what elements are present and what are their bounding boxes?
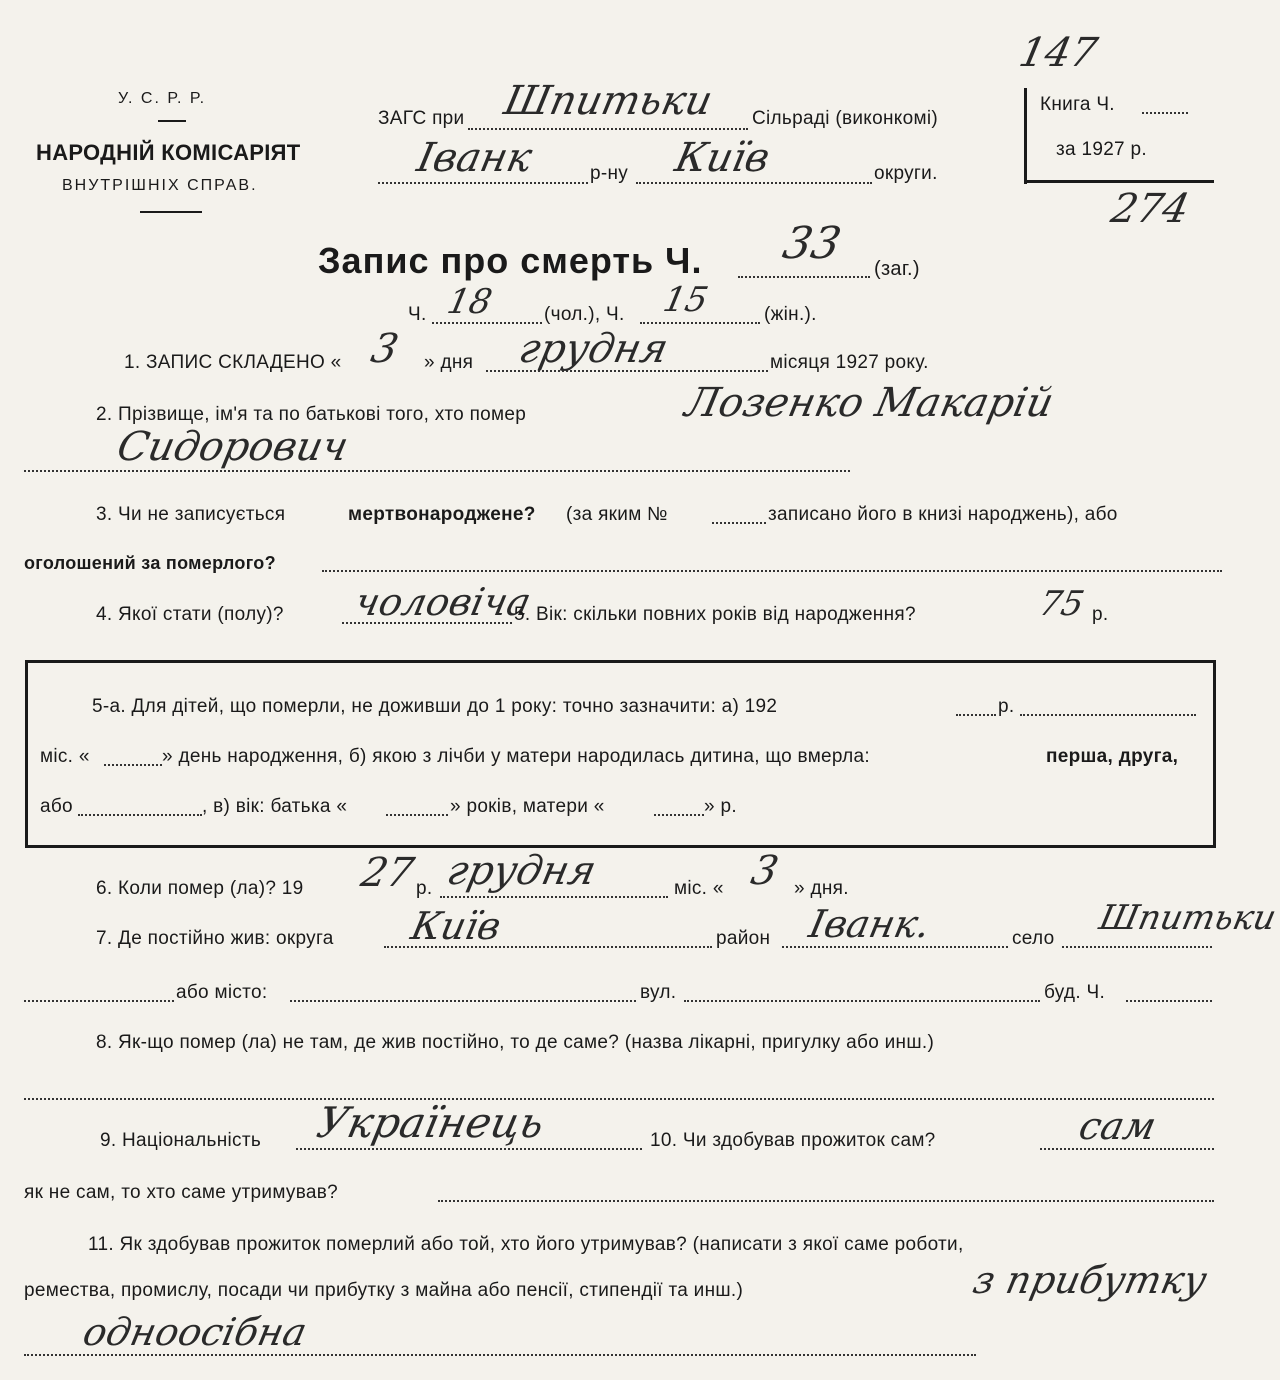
dept-label: ВНУТРІШНІХ СПРАВ. (62, 177, 258, 194)
field8-label: 8. Як-що помер (ла) не там, де жив постійно, то де саме? (назва лікарні, пригулку або инш.) (96, 1032, 935, 1053)
zags-line (468, 128, 748, 130)
field7b-bud-line (1126, 1000, 1212, 1002)
zags-prefix: ЗАГС при (378, 108, 465, 129)
field5-unit: р. (1092, 604, 1109, 625)
field2-label: 2. Прізвище, ім'я та по батькові того, хто помер (96, 404, 527, 425)
field8-line (24, 1098, 1214, 1100)
field3-text: 3. Чи не записується (96, 504, 286, 525)
corner-number-right: 274 (1107, 186, 1194, 232)
field3-rest2: записано його в книзі народжень), або (768, 504, 1118, 525)
field5a-year-line (956, 714, 996, 716)
district-handwritten: Іванк (413, 135, 537, 181)
field7b-line (24, 1000, 174, 1002)
male-num: 18 (443, 282, 496, 322)
corner-number-top: 147 (1015, 30, 1102, 76)
field6-month-line (440, 896, 668, 898)
field5-label: 5. Вік: скільки повних років від народження? (514, 604, 916, 625)
field2-value: Лозенко Макарій (681, 380, 1058, 426)
field5a-bold: перша, друга, (1046, 746, 1179, 767)
field11-value2: одноосібна (79, 1310, 311, 1354)
okruha-label: округи. (874, 163, 938, 184)
commissariat-label: НАРОДНІЙ КОМІСАРІЯТ (36, 140, 301, 165)
field3-line2: оголошений за померлого? (24, 553, 276, 573)
okruha-handwritten: Київ (671, 135, 774, 181)
book-year: за 1927 р. (1056, 139, 1147, 160)
field7-selo: село (1012, 928, 1055, 949)
field7-selo-value: Шпитьки (1095, 898, 1280, 938)
book-box-left (1024, 88, 1027, 184)
field5a-r: р. (998, 696, 1015, 717)
field5a-line-end (1020, 714, 1196, 716)
zags-village-handwritten: Шпитьки (500, 78, 717, 124)
field7-raion: район (716, 928, 771, 949)
divider (140, 211, 202, 213)
district-label: р-ну (590, 163, 629, 184)
field5a-day-line (104, 764, 162, 766)
field7b-misto: або місто: (176, 982, 268, 1003)
field7b-vul: вул. (640, 982, 677, 1003)
field1-mid: » дня (424, 352, 474, 373)
field7-selo-line (1062, 946, 1212, 948)
district-line (378, 182, 588, 184)
page-title: Запис про смерть Ч. (318, 240, 703, 281)
field6-month: грудня (443, 848, 601, 894)
field5a-line2a: міс. « (40, 746, 90, 767)
female-num-line (640, 322, 760, 324)
field4-label: 4. Якої стати (полу)? (96, 604, 284, 625)
field6-end: » дня. (794, 878, 849, 899)
field9-line (296, 1148, 642, 1150)
book-label: Книга Ч. (1040, 94, 1115, 115)
divider (158, 120, 186, 122)
field6-year: 27 (357, 850, 418, 896)
field11-line2: ремества, промислу, посади чи прибутку з майна або пенсії, стипендії та инш.) (24, 1280, 744, 1301)
record-num-line (738, 276, 870, 278)
field3-bold: мертвонароджене? (348, 504, 536, 525)
field6-mis: міс. « (674, 878, 724, 899)
field7b-bud: буд. Ч. (1044, 982, 1106, 1003)
field1-label: 1. ЗАПИС СКЛАДЕНО « (124, 352, 342, 373)
field1-end: місяця 1927 року. (770, 352, 929, 373)
field11-value: з прибутку (969, 1258, 1211, 1302)
field11-line1: 11. Як здобував прожиток померлий або той, хто його утримував? (написати з якої саме роботи, (88, 1234, 964, 1255)
book-box-bottom (1024, 180, 1214, 183)
book-num-line (1142, 112, 1188, 114)
ch-label: Ч. (408, 304, 427, 325)
field10b-line (438, 1200, 1214, 1202)
field5a-mother-line (654, 814, 704, 816)
field1-day: 3 (367, 326, 403, 372)
field5a-line3a: або (40, 796, 73, 817)
field10-label: 10. Чи здобував прожиток сам? (650, 1130, 936, 1151)
field5a-line2b: » день народження, б) якою з лічби у матери народилась дитина, що вмерла: (162, 746, 870, 767)
record-number: 33 (778, 218, 846, 269)
field5a-line1: 5-а. Для дітей, що померли, не доживши до 1 року: точно зазначити: а) 192 (92, 696, 778, 717)
field4-value: чоловіча (351, 580, 535, 624)
field1-month: грудня (515, 326, 673, 372)
field7b-vul-line (684, 1000, 1040, 1002)
field5a-line3d: » р. (704, 796, 737, 817)
field7-raion-value: Іванк. (805, 902, 935, 946)
field5a-father-line (386, 814, 448, 816)
field3-num-line (712, 522, 766, 524)
field7-okruha: Київ (407, 904, 505, 948)
field10-value: сам (1075, 1104, 1161, 1148)
field2-value2: Сидорович (113, 424, 353, 470)
female-label: (жін.). (764, 304, 817, 325)
field5-value: 75 (1035, 584, 1088, 624)
field6-label: 6. Коли помер (ла)? 19 (96, 878, 304, 899)
field6-r: р. (416, 878, 433, 899)
female-num: 15 (659, 280, 712, 320)
zag-label: (заг.) (874, 258, 920, 280)
ussr-label: У. С. Р. Р. (118, 90, 207, 107)
field5a-line3b: , в) вік: батька « (202, 796, 348, 817)
field3-line (322, 570, 1222, 572)
field6-day: 3 (747, 848, 783, 894)
field7b-misto-line (290, 1000, 636, 1002)
field3-rest: (за яким № (566, 504, 668, 525)
field7-label: 7. Де постійно жив: округа (96, 928, 334, 949)
field7-raion-line (782, 946, 1008, 948)
field10b-label: як не сам, то хто саме утримував? (24, 1182, 339, 1203)
field5a-order-line (78, 814, 202, 816)
field11-line (24, 1354, 976, 1356)
field10-line (1040, 1148, 1214, 1150)
zags-suffix: Сільраді (виконкомі) (752, 108, 938, 129)
male-label: (чол.), Ч. (544, 304, 625, 325)
male-num-line (432, 322, 542, 324)
field5a-line3c: » років, матери « (450, 796, 605, 817)
field2-line2 (24, 470, 850, 472)
okruha-line (636, 182, 872, 184)
field9-value: Українець (312, 1098, 549, 1147)
field9-label: 9. Національність (100, 1130, 262, 1151)
